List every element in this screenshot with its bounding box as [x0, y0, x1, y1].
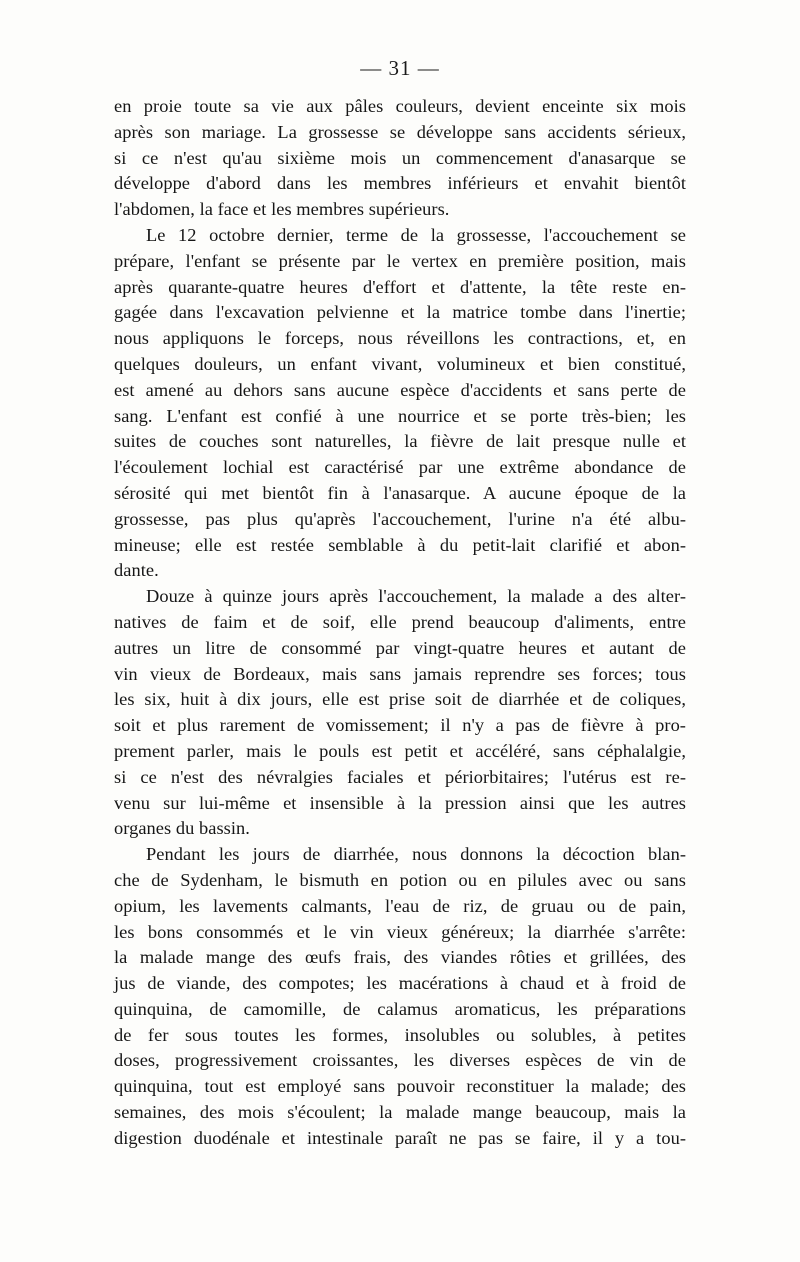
text-line: venu sur lui-même et insensible à la pression ainsi que les autres — [114, 792, 686, 813]
text-line: digestion duodénale et intestinale paraît ne pas se faire, il y a tou- — [114, 1127, 686, 1148]
text-line: natives de faim et de soif, elle prend beaucoup d'aliments, entre — [114, 611, 686, 632]
text-line: après son mariage. La grossesse se développe sans accidents sérieux, — [114, 121, 686, 142]
text-line: les six, huit à dix jours, elle est prise soit de diarrhée et de coliques, — [114, 689, 686, 710]
text-line: gagée dans l'excavation pelvienne et la matrice tombe dans l'inertie; — [114, 302, 686, 323]
text-line: quinquina, de camomille, de calamus aromaticus, les préparations — [114, 998, 686, 1019]
text-line: doses, progressivement croissantes, les diverses espèces de vin de — [114, 1050, 686, 1071]
text-line: Pendant les jours de diarrhée, nous donnons la décoction blan- — [146, 844, 686, 865]
text-line: prement parler, mais le pouls est petit et accéléré, sans céphalalgie, — [114, 740, 686, 761]
text-line: si ce n'est des névralgies faciales et périorbitaires; l'utérus est re- — [114, 766, 686, 787]
text-line: vin vieux de Bordeaux, mais sans jamais reprendre ses forces; tous — [114, 663, 686, 684]
text-line: jus de viande, des compotes; les macérations à chaud et à froid de — [114, 973, 686, 994]
text-line: après quarante-quatre heures d'effort et d'attente, la tête reste en- — [114, 276, 686, 297]
text-line: de fer sous toutes les formes, insolubles ou solubles, à petites — [114, 1024, 686, 1045]
text-line: la malade mange des œufs frais, des viandes rôties et grillées, des — [114, 947, 686, 968]
text-line: semaines, des mois s'écoulent; la malade mange beaucoup, mais la — [114, 1102, 686, 1123]
text-line: Le 12 octobre dernier, terme de la grossesse, l'accouchement se — [146, 224, 686, 245]
text-line: dante. — [114, 560, 159, 581]
text-line: opium, les lavements calmants, l'eau de riz, de gruau ou de pain, — [114, 895, 686, 916]
text-line: si ce n'est qu'au sixième mois un commencement d'anasarque se — [114, 147, 686, 168]
text-line: che de Sydenham, le bismuth en potion ou en pilules avec ou sans — [114, 869, 686, 890]
page-number: — 31 — — [360, 56, 440, 80]
paragraph — [114, 223, 686, 584]
text-line: suites de couches sont naturelles, la fièvre de lait presque nulle et — [114, 431, 686, 452]
text-line: quinquina, tout est employé sans pouvoir reconstituer la malade; des — [114, 1076, 686, 1097]
text-line: autres un litre de consommé par vingt-quatre heures et autant de — [114, 637, 686, 658]
text-line: nous appliquons le forceps, nous réveillons les contractions, et, en — [114, 328, 686, 349]
text-line: en proie toute sa vie aux pâles couleurs, devient enceinte six mois — [114, 96, 686, 116]
text-line: Douze à quinze jours après l'accouchement, la malade a des alter- — [146, 586, 686, 607]
paragraph — [114, 584, 686, 842]
text-line: soit et plus rarement de vomissement; il n'y a pas de fièvre à pro- — [114, 715, 686, 736]
text-line: quelques douleurs, un enfant vivant, volumineux et bien constitué, — [114, 353, 686, 374]
text-line: organes du bassin. — [114, 818, 250, 839]
text-line: développe d'abord dans les membres inférieurs et envahit bientôt — [114, 173, 686, 194]
text-line: sang. L'enfant est confié à une nourrice et se porte très-bien; les — [114, 405, 686, 426]
text-line: prépare, l'enfant se présente par le vertex en première position, mais — [114, 250, 686, 271]
paragraph — [114, 842, 686, 1152]
paragraph — [114, 94, 686, 223]
text-line: les bons consommés et le vin vieux généreux; la diarrhée s'arrête: — [114, 921, 686, 942]
text-line: sérosité qui met bientôt fin à l'anasarque. A aucune époque de la — [114, 482, 686, 503]
text-line: grossesse, pas plus qu'après l'accouchement, l'urine n'a été albu- — [114, 508, 686, 529]
text-line: l'écoulement lochial est caractérisé par une extrême abondance de — [114, 457, 686, 478]
text-line: l'abdomen, la face et les membres supérieurs. — [114, 199, 450, 220]
text-line: mineuse; elle est restée semblable à du petit-lait clarifié et abon- — [114, 534, 686, 555]
text-line: est amené au dehors sans aucune espèce d'accidents et sans perte de — [114, 379, 686, 400]
body-text — [114, 94, 686, 1152]
